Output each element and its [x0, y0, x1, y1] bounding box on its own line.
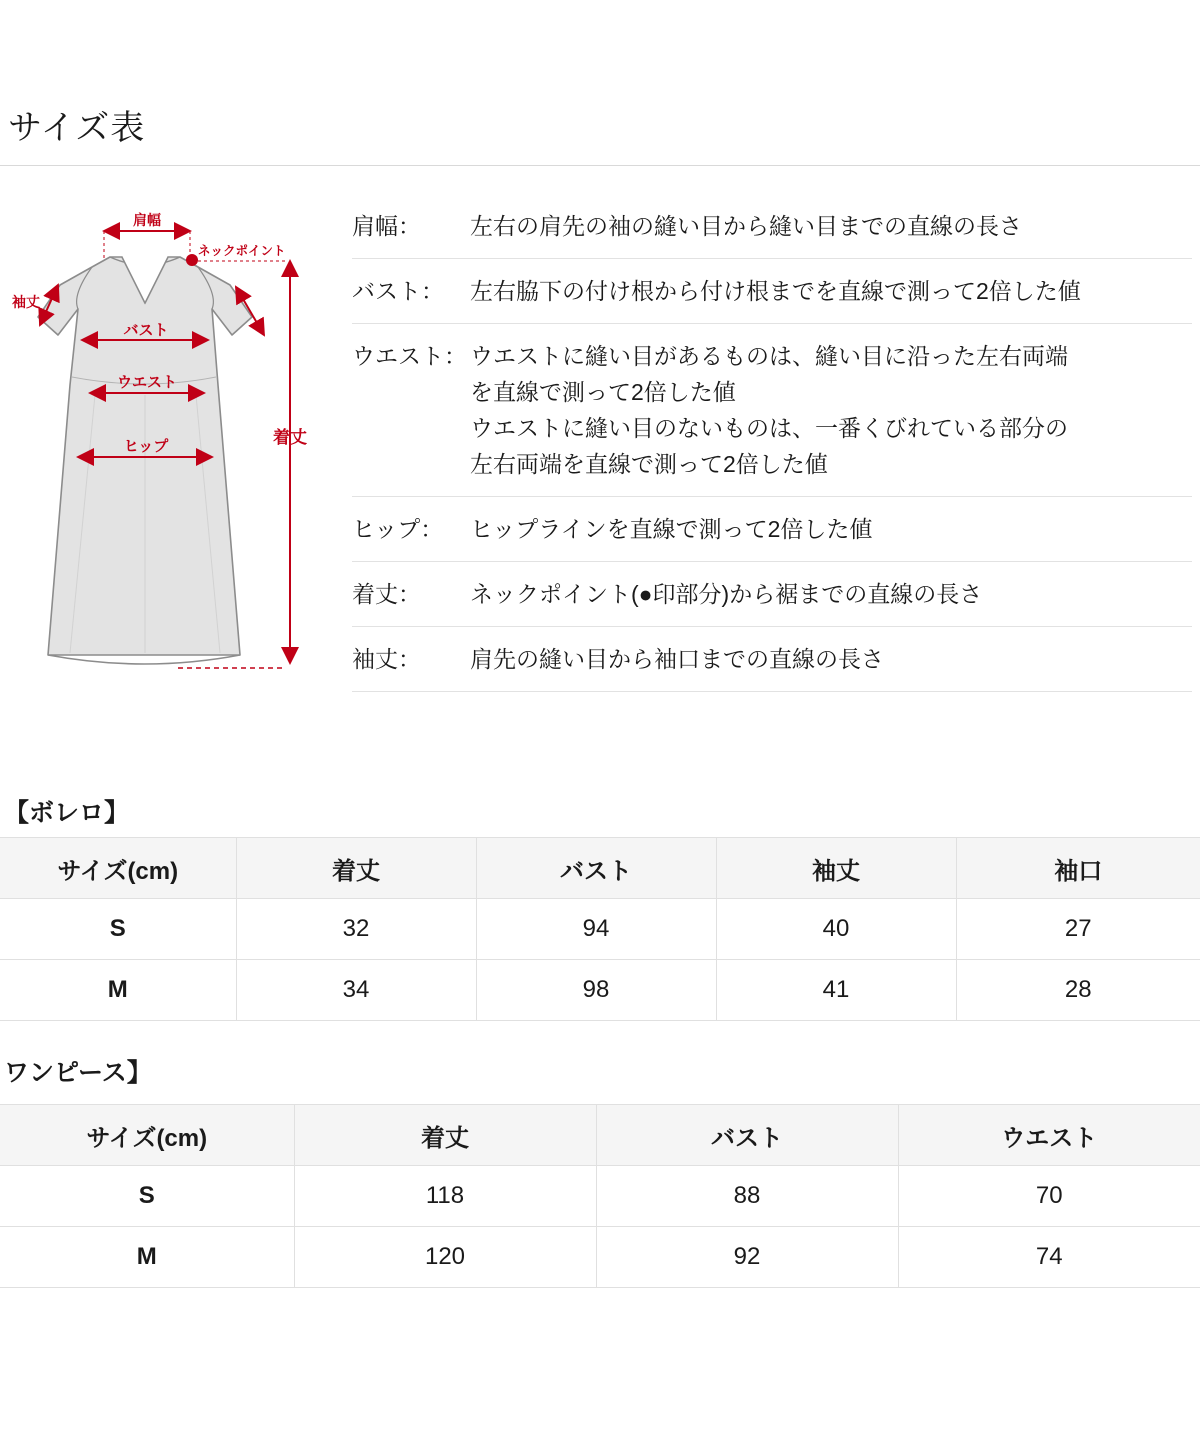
- label-bust: バスト: [123, 322, 169, 339]
- title-divider: [0, 165, 1200, 166]
- table-cell: 88: [596, 1166, 898, 1227]
- label-waist: ウエスト: [116, 374, 178, 391]
- definition-description: ネックポイント(●印部分)から裾までの直線の長さ: [470, 581, 983, 607]
- section-caption-bolero: 【ボレロ】: [4, 799, 130, 827]
- definition-row: [352, 562, 1192, 627]
- row-header: M: [0, 960, 236, 1021]
- label-length: 着丈: [273, 428, 307, 447]
- size-measurement-diagram: [0, 185, 330, 745]
- table-cell: 98: [476, 960, 716, 1021]
- table-cell: 41: [716, 960, 956, 1021]
- definition-description: ヒップラインを直線で測って2倍した値: [470, 516, 873, 542]
- column-header: サイズ(cm): [0, 1105, 294, 1166]
- row-header: S: [0, 1166, 294, 1227]
- column-header: バスト: [596, 1105, 898, 1166]
- definition-row: [352, 497, 1192, 562]
- column-header: 着丈: [294, 1105, 596, 1166]
- table-cell: 118: [294, 1166, 596, 1227]
- definition-term: 袖丈：: [352, 646, 421, 672]
- table-cell: 92: [596, 1227, 898, 1288]
- table-cell: 27: [956, 899, 1200, 960]
- label-shoulder: 肩幅: [133, 212, 161, 228]
- definition-term: 着丈：: [352, 581, 421, 607]
- column-header: バスト: [476, 838, 716, 899]
- definition-description: ウエストに縫い目があるものは、縫い目に沿った左右両端 を直線で測って2倍した値 ウエストに縫い目のないものは、一番くびれている部分の 左右両端を直線で測って2倍した値: [470, 343, 1068, 477]
- table-cell: 74: [898, 1227, 1200, 1288]
- table-row: [0, 1227, 1200, 1288]
- row-header: S: [0, 899, 236, 960]
- definition-term: バスト：: [352, 278, 444, 304]
- page-title: サイズ表: [8, 109, 146, 147]
- column-header: 着丈: [236, 838, 476, 899]
- label-hip: ヒップ: [123, 438, 169, 455]
- table-cell: 28: [956, 960, 1200, 1021]
- table-row: [0, 1166, 1200, 1227]
- table-cell: 34: [236, 960, 476, 1021]
- definition-term: 肩幅：: [352, 213, 421, 239]
- label-neckpoint: ネックポイント: [198, 244, 286, 258]
- dress-silhouette: [38, 257, 252, 664]
- definition-row: [352, 324, 1192, 497]
- column-header: 袖丈: [716, 838, 956, 899]
- definition-term: ヒップ：: [352, 516, 444, 542]
- table-row: [0, 960, 1200, 1021]
- size-table-onepiece: [0, 1104, 1200, 1288]
- label-sleeve: 袖丈: [12, 294, 40, 310]
- table-header-row: [0, 1105, 1200, 1166]
- definition-row: [352, 627, 1192, 692]
- table-cell: 70: [898, 1166, 1200, 1227]
- section-caption-onepiece: ワンピース】: [4, 1059, 152, 1087]
- size-table-bolero: [0, 837, 1200, 1021]
- definition-description: 左右脇下の付け根から付け根までを直線で測って2倍した値: [470, 278, 1081, 304]
- definition-description: 左右の肩先の袖の縫い目から縫い目までの直線の長さ: [470, 213, 1022, 239]
- row-header: M: [0, 1227, 294, 1288]
- definition-row: [352, 200, 1192, 259]
- column-header: ウエスト: [898, 1105, 1200, 1166]
- neckpoint-dot: [186, 254, 198, 266]
- table-row: [0, 899, 1200, 960]
- measurement-definitions: [352, 200, 1192, 692]
- table-cell: 120: [294, 1227, 596, 1288]
- table-cell: 94: [476, 899, 716, 960]
- definition-row: [352, 259, 1192, 324]
- column-header: 袖口: [956, 838, 1200, 899]
- table-header-row: [0, 838, 1200, 899]
- definition-description: 肩先の縫い目から袖口までの直線の長さ: [470, 646, 884, 672]
- definition-term: ウエスト：: [352, 343, 467, 369]
- table-cell: 40: [716, 899, 956, 960]
- column-header: サイズ(cm): [0, 838, 236, 899]
- table-cell: 32: [236, 899, 476, 960]
